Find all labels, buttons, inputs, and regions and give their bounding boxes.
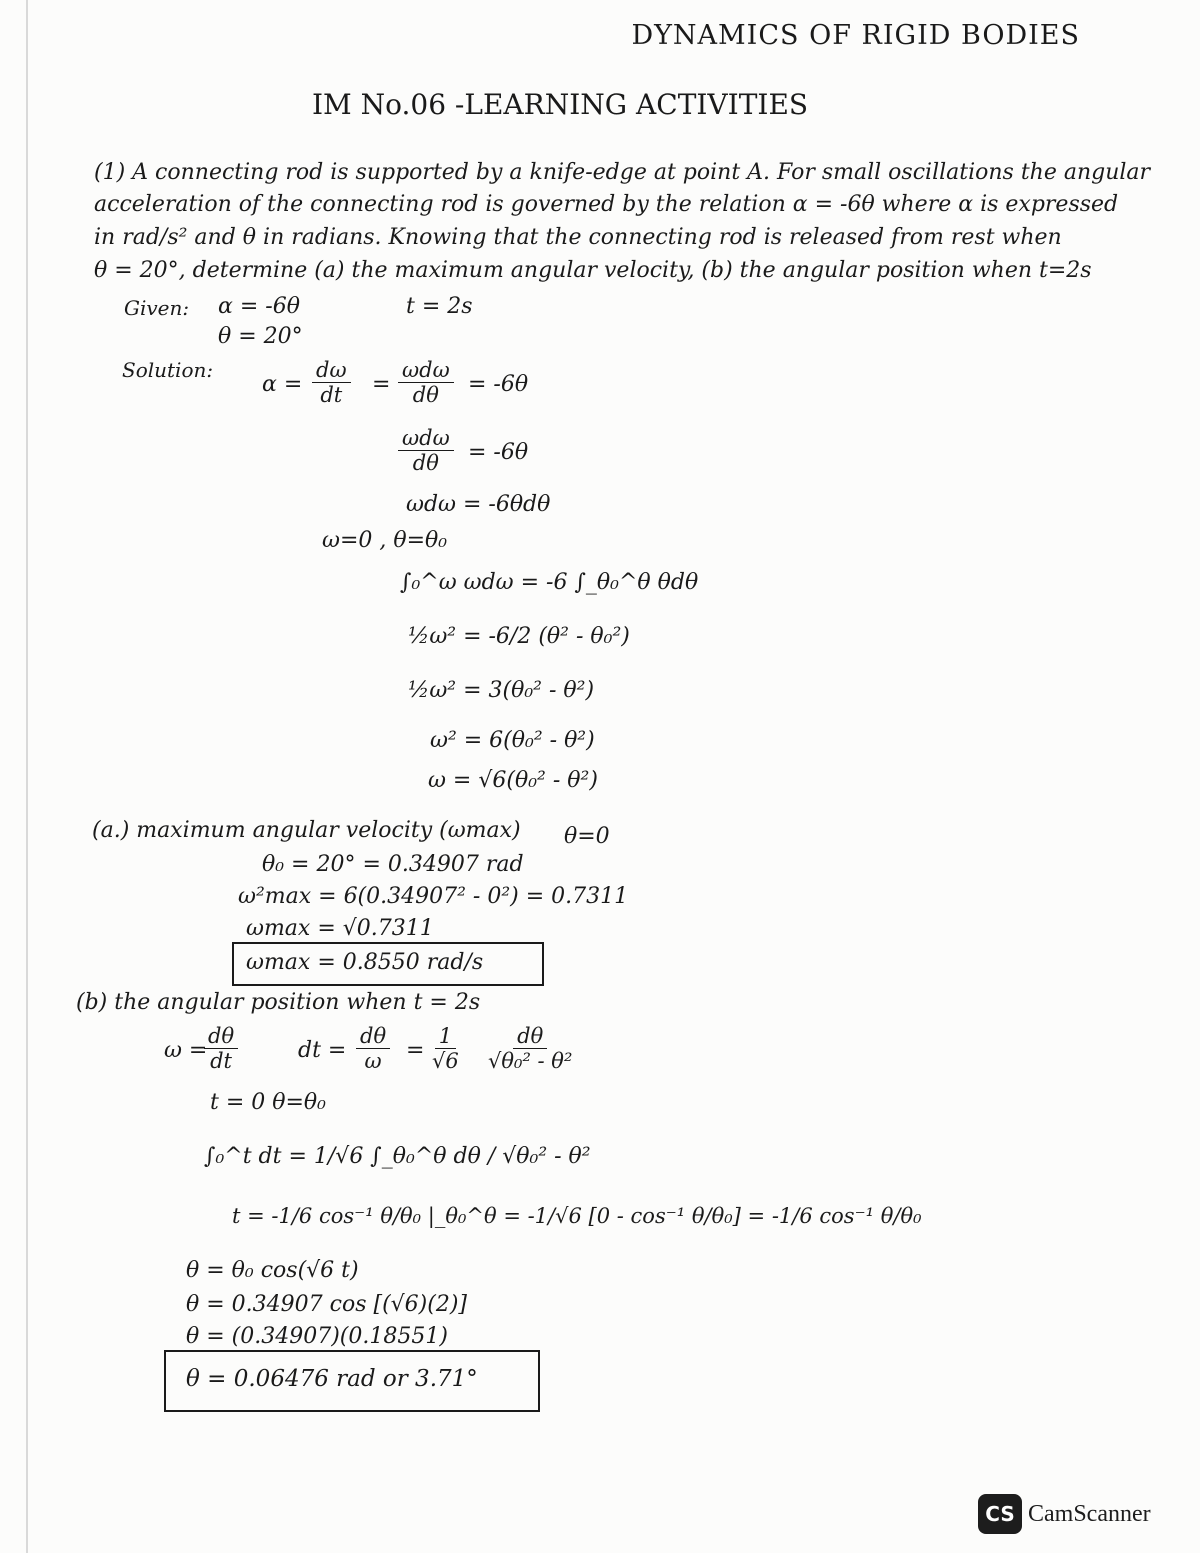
- integral-equation: ∫₀^ω ωdω = -6 ∫_θ₀^θ θdθ: [400, 570, 699, 595]
- fraction-wdw-du: [398, 358, 454, 407]
- omega-max-squared: ω²max = 6(0.34907² - 0²) = 0.7311: [238, 884, 629, 909]
- camscanner-watermark: [978, 1494, 1151, 1534]
- theta-result-1: θ = θ₀ cos(√6 t): [186, 1258, 359, 1283]
- fraction-du-dt: [204, 1024, 238, 1073]
- given-theta: θ = 20°: [218, 324, 303, 349]
- part-b-heading: (b) the angular position when t = 2s: [76, 990, 481, 1015]
- fraction-denominator: √6: [432, 1049, 459, 1074]
- fraction-wdw-du-2: [398, 426, 454, 475]
- boundary-conditions: ω=0 , θ=θ₀: [322, 528, 448, 553]
- camscanner-logo-icon: CS: [978, 1494, 1022, 1534]
- rhs-minus-6theta: = -6θ: [468, 372, 529, 397]
- omega-lhs: ω =: [164, 1038, 208, 1063]
- fraction-numerator: 1: [435, 1024, 456, 1049]
- omega-squared-equation: ω² = 6(θ₀² - θ²): [430, 728, 595, 753]
- rhs-minus-6theta-2: = -6θ: [468, 440, 529, 465]
- page-title: IM No.06 -LEARNING ACTIVITIES: [312, 88, 809, 121]
- fraction-numerator: dθ: [356, 1024, 390, 1049]
- time-integral: ∫₀^t dt = 1/√6 ∫_θ₀^θ dθ / √θ₀² - θ²: [204, 1144, 591, 1169]
- camscanner-text: CamScanner: [1028, 1500, 1151, 1527]
- part-a-condition: θ=0: [564, 824, 610, 849]
- fraction-numerator: dθ: [204, 1024, 238, 1049]
- page-margin-line: [26, 0, 28, 1553]
- problem-line-4: θ = 20°, determine (a) the maximum angular velocity, (b) the angular position when t=2s: [94, 258, 1092, 283]
- separated-equation: ωdω = -6θdθ: [406, 492, 551, 517]
- alpha-lhs: α =: [262, 372, 303, 397]
- fraction-numerator: ωdω: [398, 358, 454, 383]
- simplified-equation: ½ω² = 3(θ₀² - θ²): [408, 678, 595, 703]
- theta0-conversion: θ₀ = 20° = 0.34907 rad: [262, 852, 524, 877]
- given-time: t = 2s: [406, 294, 473, 319]
- fraction-du-w: [356, 1024, 390, 1073]
- initial-conditions: t = 0 θ=θ₀: [210, 1090, 326, 1115]
- equals-sign: =: [406, 1038, 425, 1063]
- theta-result-3: θ = (0.34907)(0.18551): [186, 1324, 448, 1349]
- answer-b: θ = 0.06476 rad or 3.71°: [186, 1366, 478, 1392]
- problem-line-3: in rad/s² and θ in radians. Knowing that the connecting rod is released from rest when: [94, 225, 1062, 250]
- problem-line-1: (1) A connecting rod is supported by a knife-edge at point A. For small oscillations the angular: [94, 160, 1151, 185]
- integrated-equation: ½ω² = -6/2 (θ² - θ₀²): [408, 624, 630, 649]
- omega-max-root: ωmax = √0.7311: [246, 916, 434, 941]
- fraction-denominator: ω: [364, 1049, 382, 1074]
- fraction-denominator: √θ₀² - θ²: [488, 1049, 573, 1074]
- fraction-denominator: dt: [210, 1049, 232, 1074]
- equals-sign: =: [372, 372, 391, 397]
- inverse-cosine-line: t = -1/6 cos⁻¹ θ/θ₀ |_θ₀^θ = -1/√6 [0 - cos⁻¹ θ/θ₀] = -1/6 cos⁻¹ θ/θ₀: [232, 1204, 922, 1228]
- fraction-denominator: dt: [320, 383, 343, 408]
- theta-result-2: θ = 0.34907 cos [(√6)(2)]: [186, 1292, 467, 1317]
- problem-line-2: acceleration of the connecting rod is governed by the relation α = -6θ where α is expressed: [94, 192, 1119, 217]
- fraction-denominator: dθ: [412, 383, 439, 408]
- fraction-numerator: dω: [312, 358, 351, 383]
- course-header: DYNAMICS OF RIGID BODIES: [631, 20, 1080, 51]
- given-label: Given:: [124, 296, 190, 320]
- fraction-numerator: ωdω: [398, 426, 454, 451]
- fraction-dw-dt: [312, 358, 351, 407]
- solution-label: Solution:: [122, 358, 214, 382]
- dt-lhs: dt =: [298, 1038, 347, 1063]
- given-alpha: α = -6θ: [218, 294, 300, 319]
- omega-equation: ω = √6(θ₀² - θ²): [428, 768, 598, 793]
- answer-a: ωmax = 0.8550 rad/s: [246, 950, 484, 975]
- fraction-du-root: [484, 1024, 576, 1073]
- fraction-1-root6: [428, 1024, 463, 1073]
- fraction-denominator: dθ: [412, 451, 439, 476]
- fraction-numerator: dθ: [513, 1024, 547, 1049]
- part-a-heading: (a.) maximum angular velocity (ωmax): [92, 818, 521, 843]
